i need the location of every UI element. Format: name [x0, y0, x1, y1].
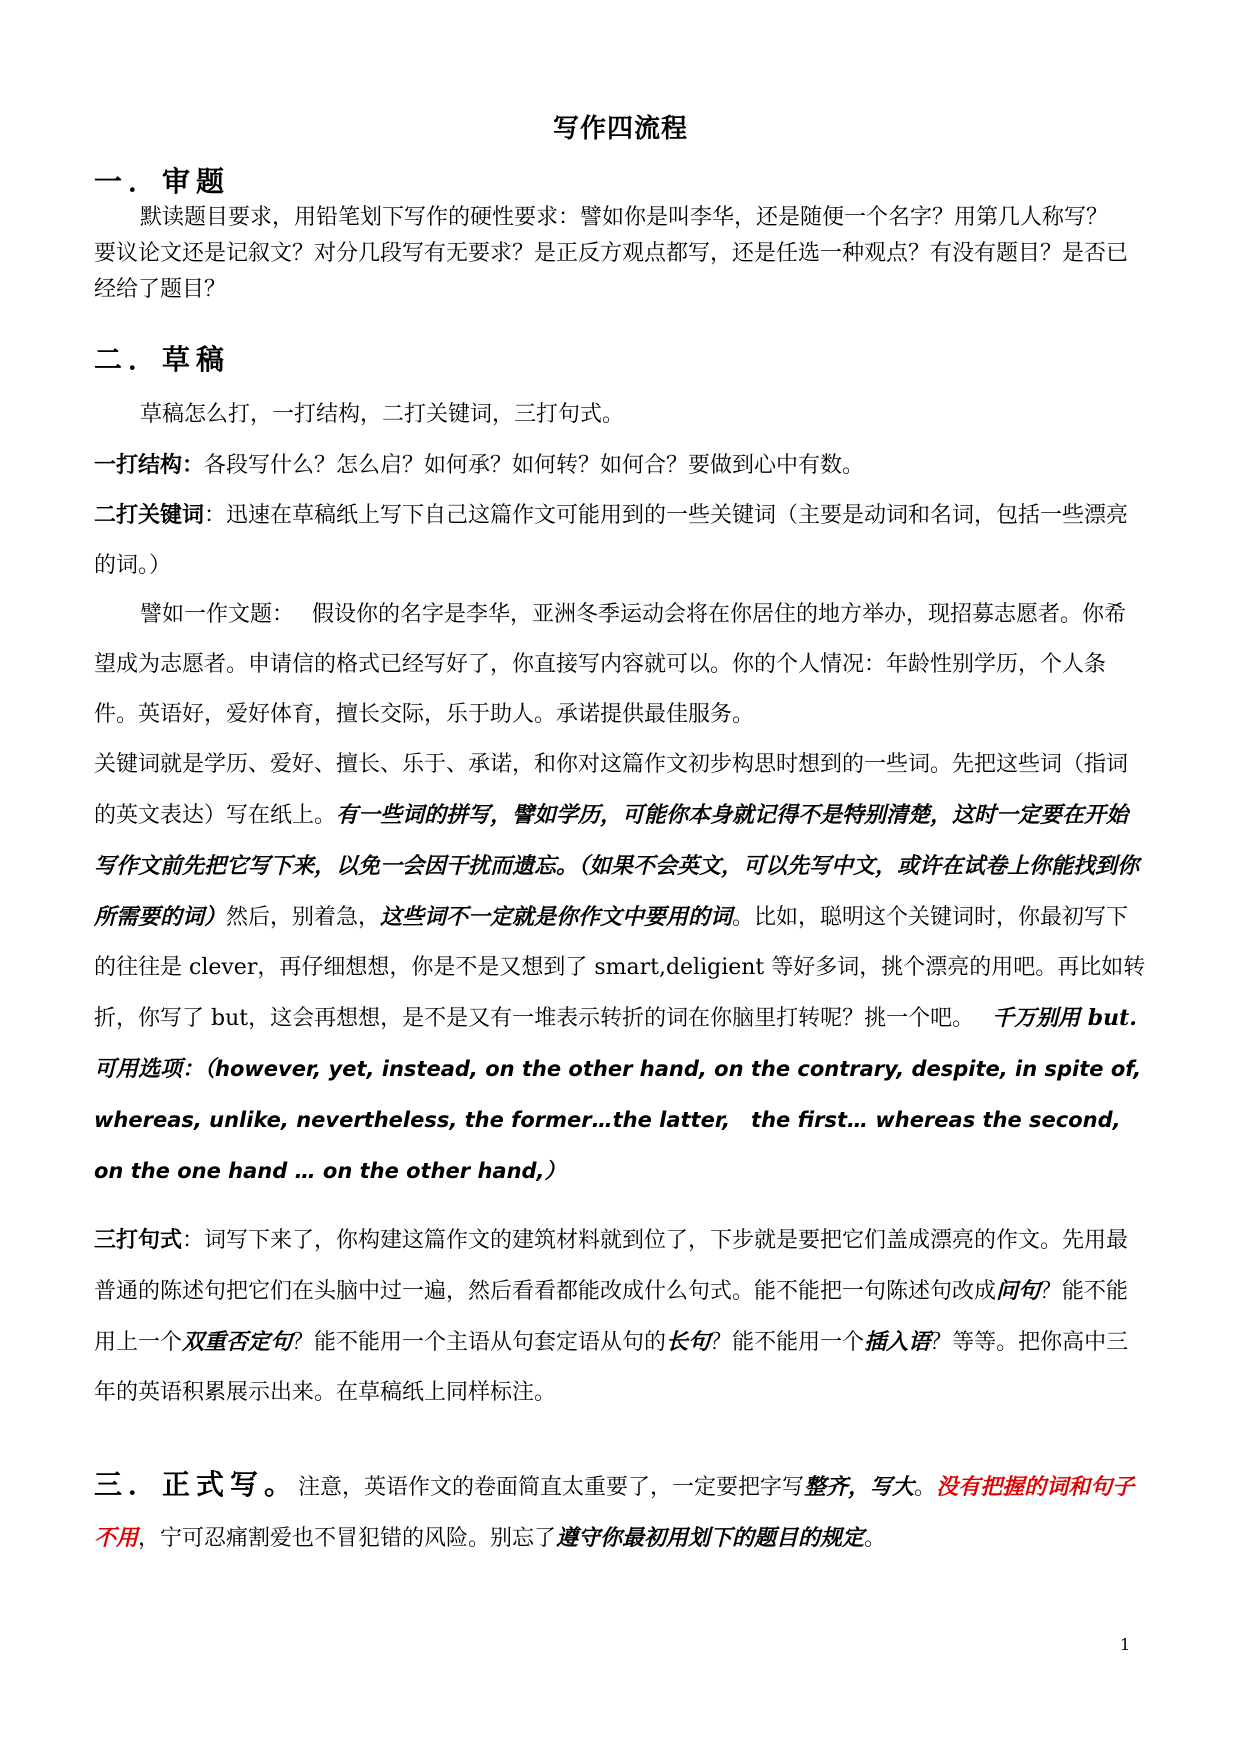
page-number: 1: [1120, 1635, 1131, 1654]
patterns-g: ？能不能用一个: [710, 1330, 865, 1355]
keywords-text: ：迅速在草稿纸上写下自己这篇作文可能用到的一些关键词（主要是动词和名词，包括一些漂亮的词。）: [94, 503, 1129, 578]
patterns-b: 问句: [996, 1278, 1041, 1304]
kw-emphasis-f: 千万别用 but.可用选项：（: [94, 1005, 1137, 1082]
sec3-g: 。: [864, 1526, 887, 1551]
example-paragraph: 譬如一作文题： 假设你的名字是李华，亚洲冬季运动会将在你居住的地方举办，现招募志愿者。你希望成为志愿者。申请信的格式已经写好了，你直接写内容就可以。你的个人情况：年龄性别学历，个人条件。英语好，爱好体育，擅长交际，乐于助人。承诺提供最佳服务。: [94, 602, 1126, 727]
sec3-f: 遵守你最初用划下的题目的规定: [556, 1525, 865, 1551]
structure-lead: 一打结构：: [94, 452, 205, 478]
keywords-paragraph: [94, 490, 1146, 591]
patterns-h: 插入语: [864, 1329, 931, 1355]
section-3-heading: 三．正式写。: [94, 1468, 299, 1501]
section-3-paragraph: [94, 1460, 1146, 1564]
section-2-intro: 草稿怎么打，一打结构，二打关键词，三打句式。: [140, 402, 625, 427]
kw-text-e: 。比如，聪明这个关键词时，你最初写下的往往是 clever，再仔细想想，你是不是又想到了 smart,deligient 等好多词，挑个漂亮的用吧。再比如转折，你写了 but，这会再想想，是不是又有一堆表示转折的词在你脑里打转呢？挑一个吧。: [94, 905, 1146, 1031]
sentence-patterns-paragraph: [94, 1215, 1146, 1418]
patterns-d: 双重否定句: [182, 1329, 293, 1355]
sec3-b: 整齐，写大: [804, 1474, 915, 1500]
structure-paragraph: [94, 440, 1146, 491]
sec3-d: 没有把握的词和句子不用: [94, 1474, 1135, 1551]
kw-english-options: however, yet, instead, on the other hand, on the contrary, despite, in spite of, whereas, unlike, nevertheless, the former…the latter, the first… whereas the second, on the one hand … on the other hand,）: [94, 1057, 1142, 1183]
kw-text-a: 关键词就是学历、爱好、擅长、乐于、承诺，和你对这篇作文初步构思时想到的一些词。先把这些词（指词的英文表达）写在纸上。: [94, 752, 1129, 828]
patterns-i: ？等等。把你高中三年的英语积累展示出来。在草稿纸上同样标注。: [94, 1330, 1129, 1405]
section-1-heading: 一．审题: [94, 165, 231, 198]
section-1-body: 默读题目要求，用铅笔划下写作的硬性要求：譬如你是叫李华，还是随便一个名字？用第几人称写？ 要议论文还是记叙文？对分几段写有无要求？是正反方观点都写，还是任选一种观点？有没有题目？是否已经给了题目？: [94, 205, 1131, 302]
sec3-e: ，宁可忍痛割爱也不冒犯错的风险。别忘了: [138, 1526, 557, 1551]
sec3-a: 注意，英语作文的卷面简直太重要了，一定要把字写: [298, 1475, 805, 1500]
sec3-c: 。: [914, 1475, 937, 1500]
patterns-e: ？能不能用一个主语从句套定语从句的: [292, 1330, 667, 1355]
patterns-c: ？能不能用上一个: [94, 1279, 1129, 1355]
section-2-heading: 二．草稿: [94, 343, 231, 376]
patterns-lead: 三打句式: [94, 1227, 183, 1253]
page-title: 写作四流程: [552, 114, 688, 144]
patterns-f: 长句: [666, 1329, 711, 1355]
keyword-explanation-paragraph: [94, 740, 1146, 1197]
kw-emphasis-d: 这些词不一定就是你作文中要用的词: [380, 904, 733, 930]
patterns-a: ：词写下来了，你构建这篇作文的建筑材料就到位了，下步就是要把它们盖成漂亮的作文。先用最普通的陈述句把它们在头脑中过一遍，然后看看都能改成什么句式。能不能把一句陈述句改成: [94, 1228, 1129, 1304]
kw-text-c: 然后，别着急，: [226, 905, 381, 930]
keywords-lead: 二打关键词: [94, 502, 205, 528]
structure-text: 各段写什么？怎么启？如何承？如何转？如何合？要做到心中有数。: [204, 453, 865, 478]
kw-emphasis-b: 有一些词的拼写，譬如学历，可能你本身就记得不是特别清楚，这时一定要在开始写作文前先把它写下来，以免一会因干扰而遗忘。（如果不会英文，可以先写中文，或许在试卷上你能找到你所需要的词）: [94, 802, 1140, 930]
